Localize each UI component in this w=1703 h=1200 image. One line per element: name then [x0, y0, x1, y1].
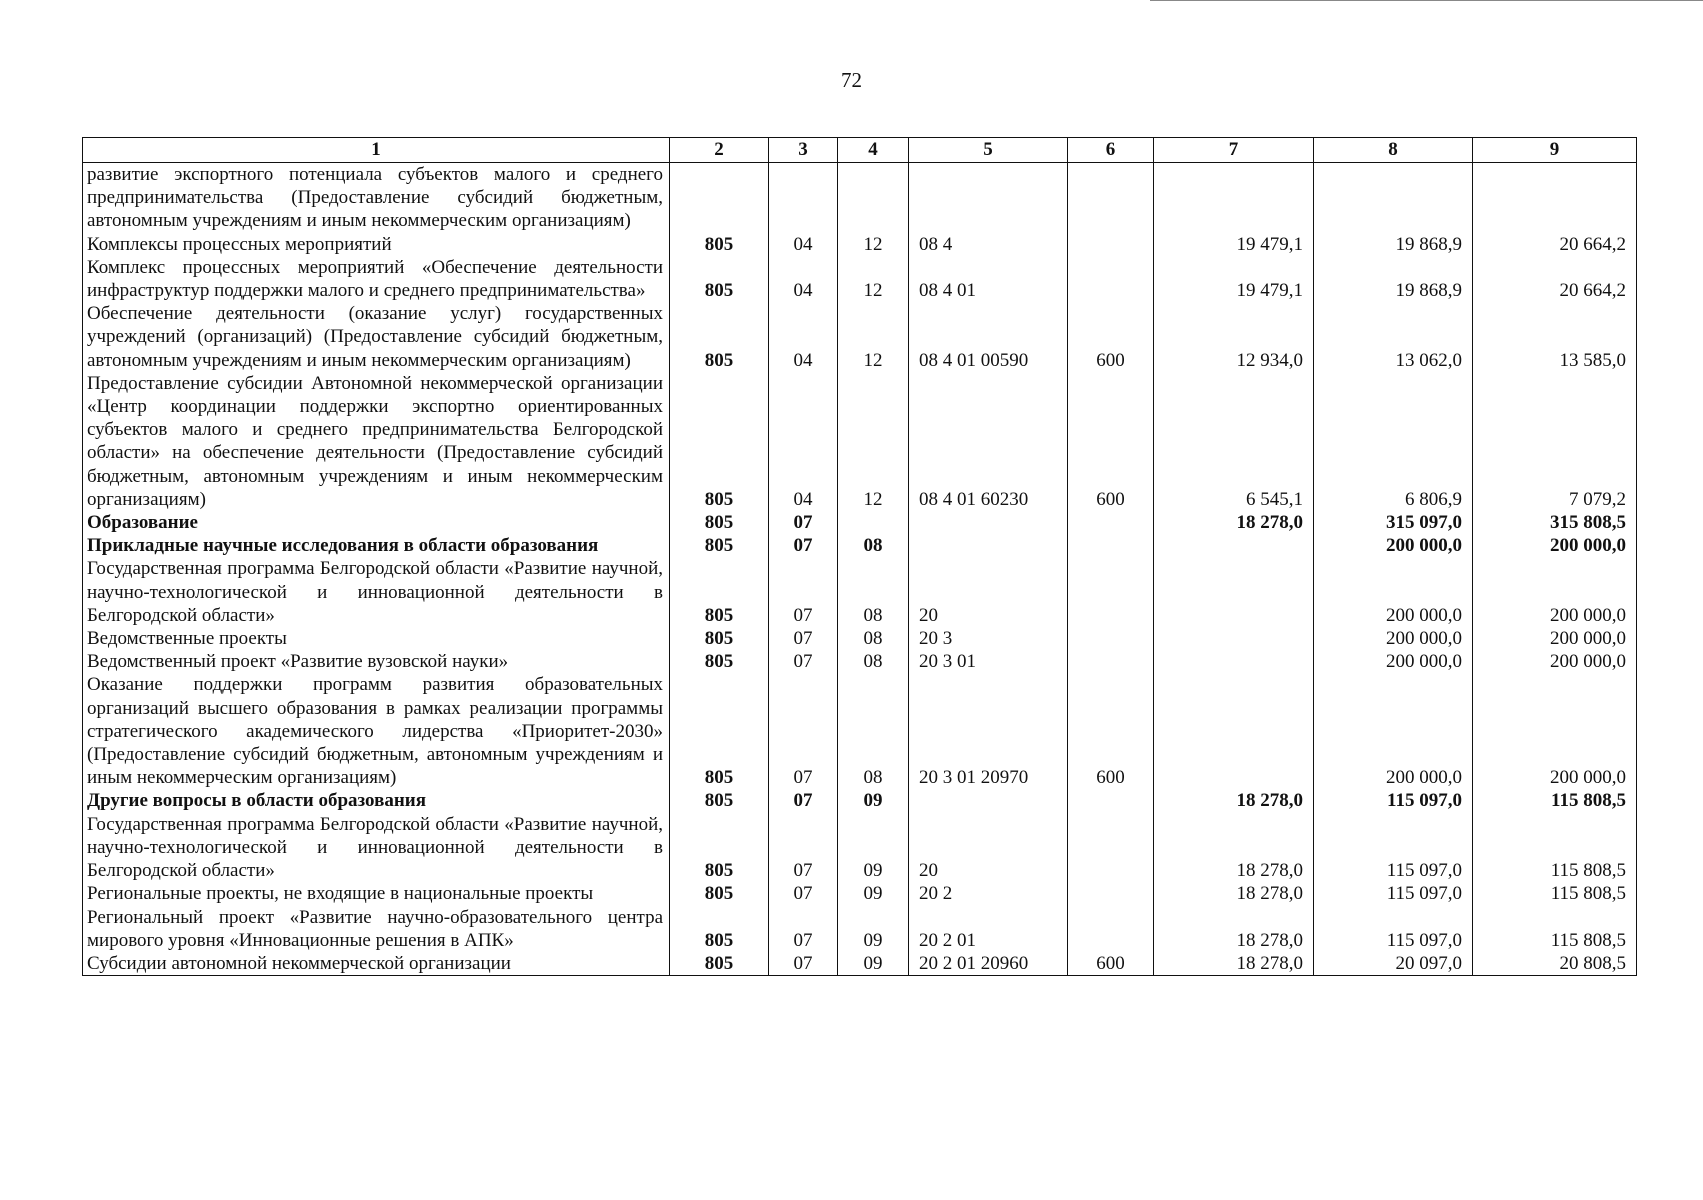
row-target-article: 08 4 01 00590 [909, 302, 1068, 372]
row-name: Оказание поддержки программ развития образовательных организаций высшего образования в рамках реализации программы стратегического академического лидерства «Приоритет-2030» (Предоставление субсидий бюджетным, автономным учреждениям и иным некоммерческим организациям) [83, 673, 670, 789]
row-section-code: 07 [769, 952, 838, 976]
header-col-6: 6 [1068, 138, 1154, 163]
row-section-code: 07 [769, 906, 838, 952]
row-target-article: 08 4 [909, 233, 1068, 256]
row-amount-col7: 18 278,0 [1154, 906, 1314, 952]
row-amount-col8: 19 868,9 [1314, 256, 1473, 302]
row-name: Комплексы процессных мероприятий [83, 233, 670, 256]
row-section-code: 07 [769, 813, 838, 883]
row-amount-col7: 18 278,0 [1154, 882, 1314, 905]
row-ved-code: 805 [670, 882, 769, 905]
row-ved-code: 805 [670, 511, 769, 534]
row-amount-col7 [1154, 650, 1314, 673]
row-subsection-code: 12 [838, 256, 909, 302]
row-amount-col7 [1154, 163, 1314, 233]
row-amount-col9: 13 585,0 [1473, 302, 1637, 372]
row-expense-type [1068, 233, 1154, 256]
table-row [83, 557, 1637, 627]
row-target-article: 08 4 01 60230 [909, 372, 1068, 511]
row-name: Региональный проект «Развитие научно-образовательного центра мирового уровня «Инновационные решения в АПК» [83, 906, 670, 952]
row-target-article: 08 4 01 [909, 256, 1068, 302]
row-section-code: 04 [769, 256, 838, 302]
header-row [83, 138, 1637, 163]
row-amount-col8: 200 000,0 [1314, 673, 1473, 789]
row-amount-col9: 115 808,5 [1473, 906, 1637, 952]
row-subsection-code: 12 [838, 233, 909, 256]
header-col-4: 4 [838, 138, 909, 163]
row-name: Субсидии автономной некоммерческой организации [83, 952, 670, 976]
row-name: Другие вопросы в области образования [83, 789, 670, 812]
budget-table [82, 137, 1637, 976]
row-name: Государственная программа Белгородской области «Развитие научной, научно-технологической и инновационной деятельности в Белгородской области» [83, 813, 670, 883]
row-amount-col8: 115 097,0 [1314, 813, 1473, 883]
table-row [83, 256, 1637, 302]
table-row [83, 627, 1637, 650]
row-amount-col9: 200 000,0 [1473, 650, 1637, 673]
row-amount-col9: 200 000,0 [1473, 627, 1637, 650]
table-row [83, 534, 1637, 557]
header-col-3: 3 [769, 138, 838, 163]
header-col-2: 2 [670, 138, 769, 163]
row-target-article [909, 511, 1068, 534]
row-amount-col8 [1314, 163, 1473, 233]
row-expense-type [1068, 813, 1154, 883]
row-amount-col9: 200 000,0 [1473, 557, 1637, 627]
row-ved-code: 805 [670, 233, 769, 256]
row-name: Ведомственный проект «Развитие вузовской науки» [83, 650, 670, 673]
row-section-code: 07 [769, 627, 838, 650]
row-amount-col9: 20 664,2 [1473, 233, 1637, 256]
row-amount-col7: 18 278,0 [1154, 813, 1314, 883]
row-target-article: 20 3 01 20970 [909, 673, 1068, 789]
table-row [83, 906, 1637, 952]
row-name: Государственная программа Белгородской области «Развитие научной, научно-технологической и инновационной деятельности в Белгородской области» [83, 557, 670, 627]
row-ved-code: 805 [670, 789, 769, 812]
row-ved-code: 805 [670, 302, 769, 372]
row-section-code: 04 [769, 372, 838, 511]
header-col-5: 5 [909, 138, 1068, 163]
row-ved-code: 805 [670, 256, 769, 302]
row-subsection-code: 08 [838, 650, 909, 673]
row-name: Региональные проекты, не входящие в национальные проекты [83, 882, 670, 905]
row-amount-col9: 7 079,2 [1473, 372, 1637, 511]
row-subsection-code: 08 [838, 673, 909, 789]
row-section-code: 07 [769, 557, 838, 627]
scan-edge-line [1150, 0, 1703, 1]
row-amount-col7: 19 479,1 [1154, 233, 1314, 256]
row-expense-type [1068, 789, 1154, 812]
row-subsection-code: 09 [838, 952, 909, 976]
table-row [83, 650, 1637, 673]
row-subsection-code: 09 [838, 813, 909, 883]
row-ved-code: 805 [670, 952, 769, 976]
row-expense-type [1068, 557, 1154, 627]
row-name: Обеспечение деятельности (оказание услуг) государственных учреждений (организаций) (Предоставление субсидий бюджетным, автономным учреждениям и иным некоммерческим организациям) [83, 302, 670, 372]
row-ved-code: 805 [670, 534, 769, 557]
row-expense-type: 600 [1068, 673, 1154, 789]
table-row [83, 233, 1637, 256]
row-amount-col7 [1154, 534, 1314, 557]
row-ved-code [670, 163, 769, 233]
row-amount-col9: 200 000,0 [1473, 534, 1637, 557]
table-row [83, 372, 1637, 511]
row-name: Комплекс процессных мероприятий «Обеспечение деятельности инфраструктур поддержки малого и среднего предпринимательства» [83, 256, 670, 302]
row-section-code: 04 [769, 302, 838, 372]
row-ved-code: 805 [670, 906, 769, 952]
header-col-8: 8 [1314, 138, 1473, 163]
row-amount-col7: 18 278,0 [1154, 789, 1314, 812]
row-amount-col9: 20 664,2 [1473, 256, 1637, 302]
row-expense-type [1068, 256, 1154, 302]
row-subsection-code: 12 [838, 372, 909, 511]
header-col-1: 1 [83, 138, 670, 163]
row-amount-col8: 13 062,0 [1314, 302, 1473, 372]
row-expense-type [1068, 882, 1154, 905]
row-amount-col9: 115 808,5 [1473, 882, 1637, 905]
row-subsection-code: 08 [838, 534, 909, 557]
row-target-article [909, 534, 1068, 557]
header-col-7: 7 [1154, 138, 1314, 163]
row-amount-col8: 20 097,0 [1314, 952, 1473, 976]
row-ved-code: 805 [670, 627, 769, 650]
row-amount-col7: 18 278,0 [1154, 952, 1314, 976]
row-subsection-code [838, 163, 909, 233]
table-row [83, 163, 1637, 233]
row-section-code: 07 [769, 511, 838, 534]
row-amount-col7: 18 278,0 [1154, 511, 1314, 534]
row-target-article: 20 [909, 557, 1068, 627]
row-expense-type [1068, 511, 1154, 534]
row-name: развитие экспортного потенциала субъектов малого и среднего предпринимательства (Предоставление субсидий бюджетным, автономным учреждениям и иным некоммерческим организациям) [83, 163, 670, 233]
row-amount-col8: 19 868,9 [1314, 233, 1473, 256]
row-target-article: 20 2 [909, 882, 1068, 905]
row-amount-col8: 115 097,0 [1314, 906, 1473, 952]
row-expense-type [1068, 906, 1154, 952]
row-amount-col9: 115 808,5 [1473, 813, 1637, 883]
row-ved-code: 805 [670, 673, 769, 789]
row-amount-col9: 315 808,5 [1473, 511, 1637, 534]
row-amount-col7: 12 934,0 [1154, 302, 1314, 372]
row-amount-col8: 115 097,0 [1314, 882, 1473, 905]
table-row [83, 302, 1637, 372]
row-section-code: 07 [769, 673, 838, 789]
row-expense-type [1068, 627, 1154, 650]
row-amount-col8: 115 097,0 [1314, 789, 1473, 812]
row-ved-code: 805 [670, 650, 769, 673]
row-section-code: 04 [769, 233, 838, 256]
row-section-code: 07 [769, 650, 838, 673]
table-row [83, 882, 1637, 905]
row-target-article [909, 163, 1068, 233]
table-row [83, 673, 1637, 789]
row-amount-col7: 6 545,1 [1154, 372, 1314, 511]
row-expense-type [1068, 163, 1154, 233]
row-amount-col7: 19 479,1 [1154, 256, 1314, 302]
row-amount-col8: 200 000,0 [1314, 557, 1473, 627]
row-name: Ведомственные проекты [83, 627, 670, 650]
row-amount-col8: 200 000,0 [1314, 650, 1473, 673]
row-subsection-code: 12 [838, 302, 909, 372]
row-amount-col7 [1154, 673, 1314, 789]
row-subsection-code [838, 511, 909, 534]
page-number: 72 [841, 68, 862, 92]
row-amount-col9: 115 808,5 [1473, 789, 1637, 812]
row-amount-col9 [1473, 163, 1637, 233]
table-row [83, 952, 1637, 976]
row-subsection-code: 09 [838, 882, 909, 905]
row-target-article: 20 3 01 [909, 650, 1068, 673]
table-row [83, 511, 1637, 534]
row-target-article: 20 3 [909, 627, 1068, 650]
row-expense-type [1068, 650, 1154, 673]
row-amount-col8: 200 000,0 [1314, 534, 1473, 557]
row-expense-type: 600 [1068, 302, 1154, 372]
row-expense-type: 600 [1068, 372, 1154, 511]
row-target-article [909, 789, 1068, 812]
table-row [83, 813, 1637, 883]
row-expense-type: 600 [1068, 952, 1154, 976]
row-amount-col9: 20 808,5 [1473, 952, 1637, 976]
row-target-article: 20 2 01 [909, 906, 1068, 952]
row-amount-col7 [1154, 557, 1314, 627]
row-subsection-code: 09 [838, 789, 909, 812]
row-amount-col7 [1154, 627, 1314, 650]
row-subsection-code: 08 [838, 557, 909, 627]
row-subsection-code: 08 [838, 627, 909, 650]
row-section-code: 07 [769, 789, 838, 812]
row-name: Образование [83, 511, 670, 534]
row-section-code [769, 163, 838, 233]
table-row [83, 789, 1637, 812]
row-subsection-code: 09 [838, 906, 909, 952]
row-ved-code: 805 [670, 813, 769, 883]
row-ved-code: 805 [670, 557, 769, 627]
row-name: Прикладные научные исследования в области образования [83, 534, 670, 557]
row-amount-col8: 200 000,0 [1314, 627, 1473, 650]
row-name: Предоставление субсидии Автономной некоммерческой организации «Центр координации поддержки экспортно ориентированных субъектов малого и среднего предпринимательства Белгородской области» на обеспечение деятельности (Предоставление субсидий бюджетным, автономным учреждениям и иным некоммерческим организациям) [83, 372, 670, 511]
row-amount-col9: 200 000,0 [1473, 673, 1637, 789]
row-amount-col8: 315 097,0 [1314, 511, 1473, 534]
row-expense-type [1068, 534, 1154, 557]
row-target-article: 20 [909, 813, 1068, 883]
row-ved-code: 805 [670, 372, 769, 511]
row-section-code: 07 [769, 882, 838, 905]
row-amount-col8: 6 806,9 [1314, 372, 1473, 511]
row-target-article: 20 2 01 20960 [909, 952, 1068, 976]
header-col-9: 9 [1473, 138, 1637, 163]
row-section-code: 07 [769, 534, 838, 557]
table-body [83, 163, 1637, 976]
